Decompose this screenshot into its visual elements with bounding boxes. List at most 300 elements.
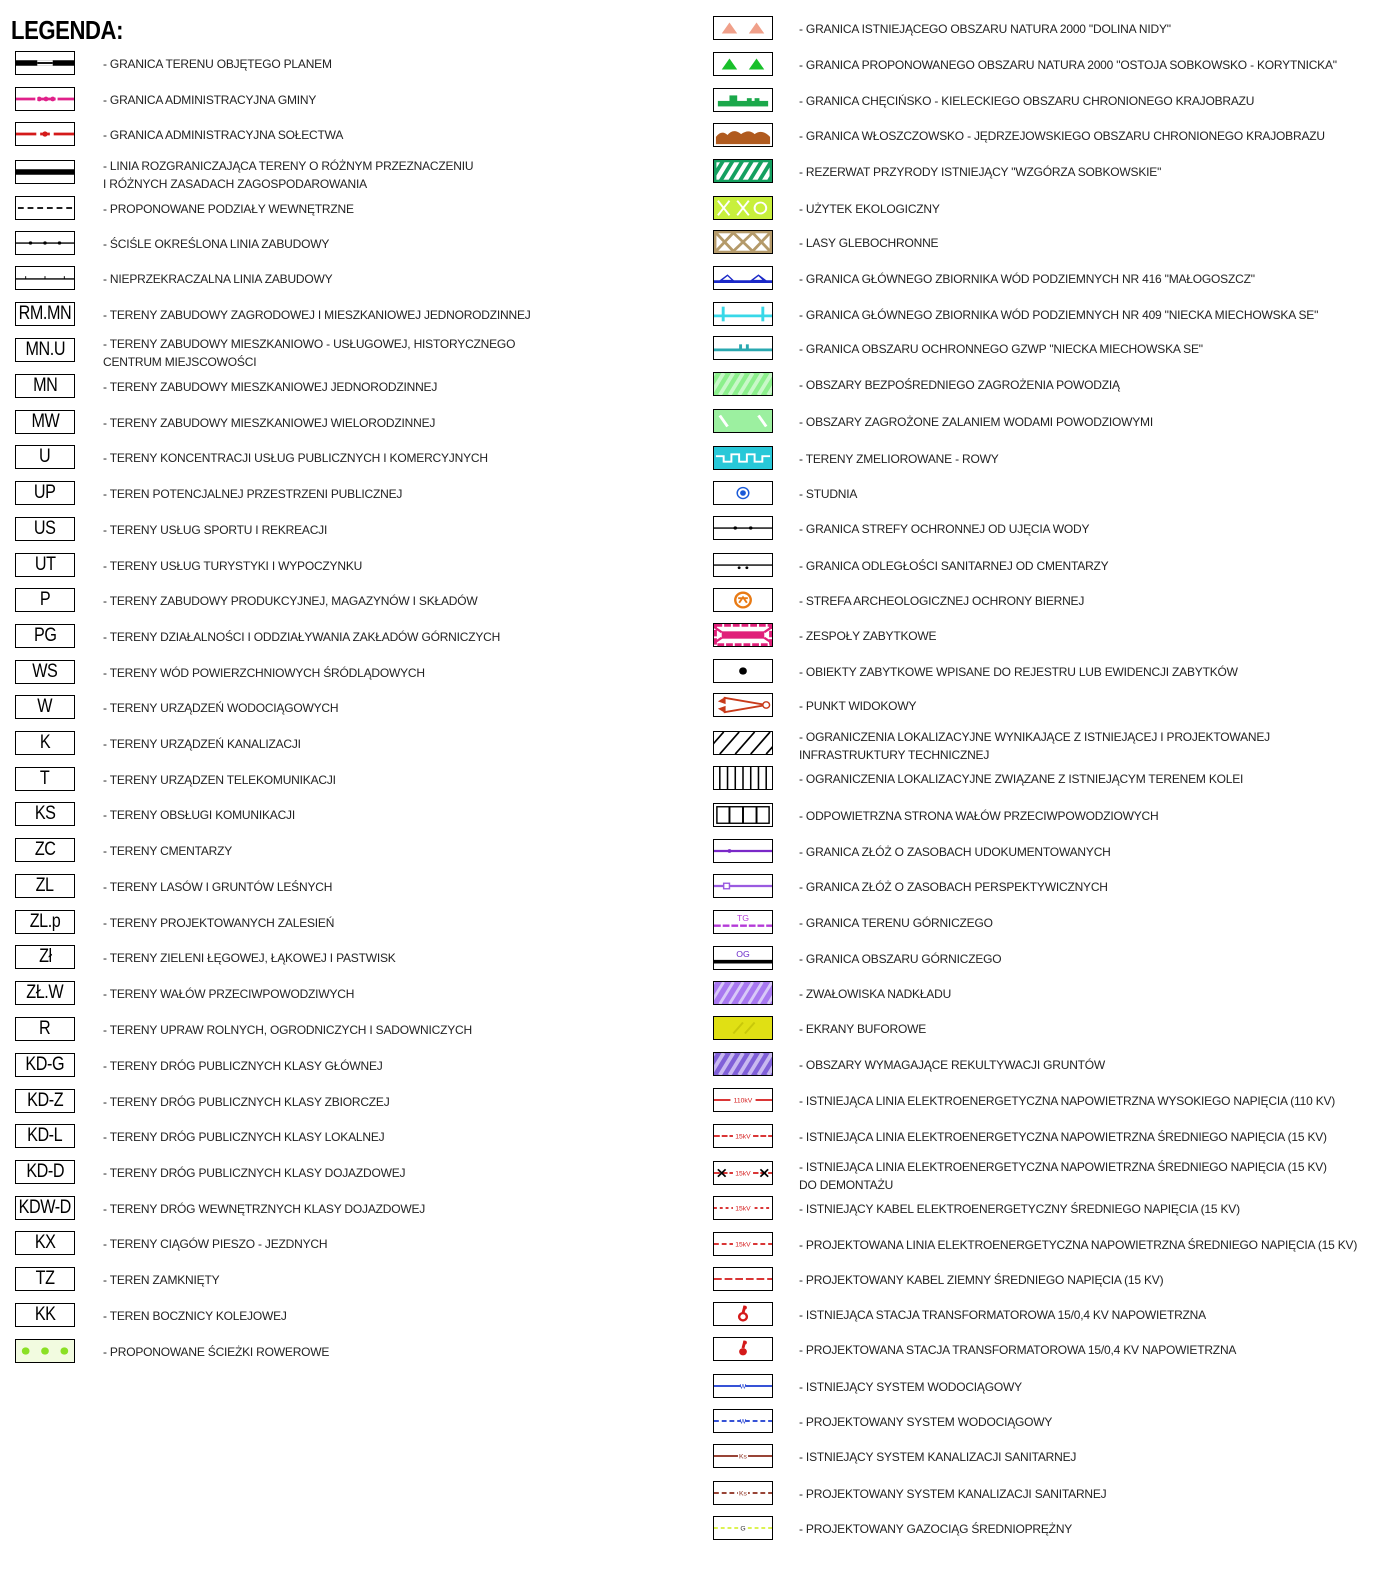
gzwp-416-icon	[713, 266, 773, 290]
legend-item-label-line-1: - TERENY USŁUG SPORTU I REKREACJI	[103, 523, 328, 537]
legend-item-label	[799, 1056, 1105, 1074]
legend-item-label	[103, 1235, 327, 1253]
legend-item-label-line-1: - PROJEKTOWANA STACJA TRANSFORMATOROWA 15/0,4 KV NAPOWIETRZNA	[799, 1343, 1237, 1357]
legend-item-label-line-1: - ODPOWIETRZNA STRONA WAŁÓW PRZECIWPOWODZIOWYCH	[799, 809, 1159, 823]
legend-item-label	[799, 878, 1108, 896]
legend-item-label-line-1: - PROJEKTOWANY GAZOCIĄG ŚREDNIOPRĘŻNY	[799, 1522, 1073, 1536]
legend-item-label	[799, 1413, 1052, 1431]
legend-item-label-line-1: - GRANICA TERENU GÓRNICZEGO	[799, 916, 993, 930]
legend-item-label-line-1: - ISTNIEJĄCA LINIA ELEKTROENERGETYCZNA NAPOWIETRZNA ŚREDNIEGO NAPIĘCIA (15 KV)	[799, 1160, 1327, 1174]
legend-item-flood-threat	[713, 409, 1373, 439]
zone-code-text: MN	[32, 375, 58, 396]
legend-item-label-line-1: - GRANICA ZŁÓŻ O ZASOBACH PERSPEKTYWICZNYCH	[799, 880, 1108, 894]
legend-item-archaeology	[713, 588, 1373, 618]
legend-item-label	[103, 335, 515, 371]
legend-item-label	[799, 1378, 1022, 1396]
dashed-line-icon	[15, 196, 75, 220]
legend-item-w	[15, 695, 655, 725]
legend-item-label	[799, 1485, 1106, 1503]
legend-item-label-line-1: - GRANICA TERENU OBJĘTEGO PLANEM	[103, 57, 332, 71]
zone-code-box	[15, 945, 75, 969]
legend-item-label	[799, 627, 936, 645]
legend-item-label-line-1: - PUNKT WIDOKOWY	[799, 699, 917, 713]
solectwo-boundary-icon	[15, 122, 75, 146]
zone-code-box	[15, 302, 75, 326]
zone-code-text: TZ	[35, 1268, 55, 1289]
legend-item-label	[799, 413, 1153, 431]
legend-item-solectwo-boundary	[15, 122, 655, 152]
legend-item-label-line-1: - ISTNIEJĄCA STACJA TRANSFORMATOROWA 15/0,4 KV NAPOWIETRZNA	[799, 1308, 1206, 1322]
drained-icon	[713, 446, 773, 470]
legend-item-label-line-1: - UŻYTEK EKOLOGICZNY	[799, 202, 940, 216]
zone-code-box	[15, 802, 75, 826]
zone-code-text: PG	[33, 625, 57, 646]
legend-item-label	[103, 270, 332, 288]
viewpoint-icon	[713, 693, 773, 717]
legend-item-label-line-1: - GRANICA ISTNIEJĄCEGO OBSZARU NATURA 2000 "DOLINA NIDY"	[799, 22, 1171, 36]
legend-item-water-sys-proj	[713, 1409, 1373, 1439]
zone-code-text: RM.MN	[18, 303, 72, 324]
zone-code-text: ZL	[35, 875, 55, 896]
legend-item-label	[799, 1092, 1335, 1110]
symbol-inline-label: Ks	[739, 1490, 747, 1498]
legend-item-gas-proj	[713, 1516, 1373, 1546]
legend-item-label	[103, 1307, 287, 1325]
zone-code-text: KDW-D	[18, 1197, 72, 1218]
legend-item-zl-p	[15, 910, 655, 940]
legend-item-label-line-1: - ISTNIEJĄCA LINIA ELEKTROENERGETYCZNA NAPOWIETRZNA ŚREDNIEGO NAPIĘCIA (15 KV)	[799, 1130, 1327, 1144]
dotted-line-icon	[15, 231, 75, 255]
symbol-inline-label: W	[739, 1383, 747, 1391]
legend-item-label-line-1: - GRANICA ODLEGŁOŚCI SANITARNEJ OD CMENTARZY	[799, 559, 1109, 573]
legend-item-label	[799, 950, 1001, 968]
monuments-group-icon	[713, 623, 773, 647]
cemetery-distance-icon	[713, 553, 773, 577]
legend-item-mw	[15, 410, 655, 440]
gmina-boundary-icon	[15, 87, 75, 111]
legend-item-transformer-proj	[713, 1337, 1373, 1367]
legend-item-label-line-1: - TERENY ZABUDOWY ZAGRODOWEJ I MIESZKANIOWEJ JEDNORODZINNEJ	[103, 308, 531, 322]
zone-code-box	[15, 874, 75, 898]
legend-item-kd-z	[15, 1089, 655, 1119]
cable-15-icon	[713, 1196, 773, 1220]
legend-item-label	[799, 697, 916, 715]
symbol-inline-label: 15kV	[735, 1241, 751, 1249]
legend-item-label-line-1: - TERENY LASÓW I GRUNTÓW LEŚNYCH	[103, 880, 333, 894]
symbol-inline-label: OG	[736, 949, 750, 960]
zone-code-box	[15, 838, 75, 862]
zone-code-text: U	[39, 446, 51, 467]
symbol-inline-label: 110kV	[733, 1097, 753, 1105]
legend-item-label	[103, 449, 488, 467]
gzwp-409-icon	[713, 302, 773, 326]
zone-code-text: US	[34, 518, 56, 539]
zone-code-text: P	[39, 589, 51, 610]
legend-item-label	[103, 842, 232, 860]
legend-item-label	[103, 1271, 219, 1289]
legend-item-label-line-1: - PROJEKTOWANY SYSTEM KANALIZACJI SANITARNEJ	[799, 1487, 1107, 1501]
legend-item-power-15	[713, 1124, 1373, 1154]
legend-item-label-line-1: - TERENY ZMELIOROWANE - ROWY	[799, 452, 999, 466]
legend-item-label-line-1: - TEREN BOCZNICY KOLEJOWEJ	[103, 1309, 287, 1323]
legend-item-label-line-1: - TERENY CMENTARZY	[103, 844, 233, 858]
sewer-icon	[713, 1444, 773, 1468]
legend-item-label-line-1: - LINIA ROZGRANICZAJĄCA TERENY O RÓŻNYM PRZEZNACZENIU	[103, 159, 474, 173]
legend-item-transformer	[713, 1302, 1373, 1332]
legend-item-label	[799, 1448, 1076, 1466]
legend-item-label	[799, 270, 1255, 288]
zone-code-box	[15, 695, 75, 719]
legend-item-label-line-1: - TERENY ZIELENI ŁĘGOWEJ, ŁĄKOWEJ I PASTWISK	[103, 951, 396, 965]
zone-code-box	[15, 338, 75, 362]
legend-item-label	[799, 1020, 926, 1038]
legend-item-label	[799, 843, 1111, 861]
legend-item-label-line-2: DO DEMONTAŻU	[799, 1178, 894, 1192]
legend-item-label	[799, 807, 1158, 825]
legend-item-label	[103, 1343, 329, 1361]
hatch-diag-icon	[713, 731, 773, 755]
legend-item-reserve	[713, 159, 1373, 189]
legend-item-label-line-1: - TERENY OBSŁUGI KOMUNIKACJI	[103, 808, 295, 822]
levee-icon	[713, 803, 773, 827]
legend-title: LEGENDA:	[11, 15, 124, 45]
reserve-icon	[713, 159, 773, 183]
hatch-vert-icon	[713, 766, 773, 790]
legend-item-label-line-1: - TERENY WÓD POWIERZCHNIOWYCH ŚRÓDLĄDOWYCH	[103, 666, 425, 680]
legend-item-label-line-1: - TERENY ZABUDOWY MIESZKANIOWEJ WIELORODZINNEJ	[103, 416, 436, 430]
legend-item-dashed-line	[15, 196, 655, 226]
legend-item-label-line-1: - GRANICA GŁÓWNEGO ZBIORNIKA WÓD PODZIEMNYCH NR 416 "MAŁOGOSZCZ"	[799, 272, 1255, 286]
legend-item-label-line-1: - GRANICA PROPONOWANEGO OBSZARU NATURA 2000 "OSTOJA SOBKOWSKO - KORYTNICKA"	[799, 58, 1337, 72]
mining-zone-og-icon	[713, 946, 773, 970]
legend-item-label-line-1: - ŚCIŚLE OKREŚLONA LINIA ZABUDOWY	[103, 237, 330, 251]
legend-item-label-line-1: - GRANICA OBSZARU OCHRONNEGO GZWP "NIECKA MIECHOWSKA SE"	[799, 342, 1203, 356]
legend-item-label	[103, 235, 329, 253]
legend-item-label	[103, 157, 473, 193]
zone-code-text: ZŁ.W	[26, 982, 64, 1003]
legend-item-p	[15, 588, 655, 618]
chk-boundary-icon	[713, 88, 773, 112]
zone-code-text: KD-G	[25, 1054, 65, 1075]
legend-item-label	[103, 985, 354, 1003]
legend-item-monument-object	[713, 659, 1373, 689]
zone-code-text: KD-D	[26, 1161, 64, 1182]
zone-code-box	[15, 517, 75, 541]
legend-item-label-line-1: - GRANICA STREFY OCHRONNEJ OD UJĘCIA WODY	[799, 522, 1090, 536]
legend-item-kd-g	[15, 1053, 655, 1083]
legend-item-label-line-1: - TERENY ZABUDOWY MIESZKANIOWO - USŁUGOWEJ, HISTORYCZNEGO	[103, 337, 516, 351]
legend-item-power-15-proj	[713, 1232, 1373, 1262]
legend-item-label	[103, 949, 396, 967]
legend-item-label	[103, 200, 354, 218]
legend-item-label	[799, 914, 993, 932]
legend-item-label	[799, 1158, 1327, 1194]
legend-item-label	[799, 1200, 1240, 1218]
legend-item-label	[103, 628, 500, 646]
zone-code-box	[15, 1196, 75, 1220]
zone-code-text: KX	[34, 1232, 56, 1253]
legend-item-label	[799, 1128, 1327, 1146]
legend-item-label	[799, 1236, 1357, 1254]
legend-item-natura-existing	[713, 16, 1373, 46]
gzwp-protection-icon	[713, 336, 773, 360]
legend-item-label-line-1: - TERENY DRÓG PUBLICZNYCH KLASY LOKALNEJ	[103, 1130, 385, 1144]
zone-code-box	[15, 374, 75, 398]
deposit-persp-icon	[713, 874, 773, 898]
legend-item-label	[103, 1128, 384, 1146]
legend-item-label-line-1: - TERENY USŁUG TURYSTYKI I WYPOCZYNKU	[103, 559, 363, 573]
legend-item-hatch-diag	[713, 731, 1373, 761]
legend-item-wj-boundary	[713, 123, 1373, 153]
legend-item-sewer	[713, 1444, 1373, 1474]
legend-item-kk	[15, 1303, 655, 1333]
zone-code-box	[15, 410, 75, 434]
legend-item-zl-w	[15, 981, 655, 1011]
legend-item-label-line-1: - TERENY DRÓG PUBLICZNYCH KLASY ZBIORCZEJ	[103, 1095, 390, 1109]
wj-boundary-icon	[713, 123, 773, 147]
legend-item-mining-zone-og	[713, 946, 1373, 976]
water-sys-icon	[713, 1374, 773, 1398]
bike-path-icon	[15, 1339, 75, 1363]
legend-item-label-line-1: - TERENY CIĄGÓW PIESZO - JEZDNYCH	[103, 1237, 328, 1251]
legend-item-label-line-1: - TERENY DRÓG WEWNĘTRZNYCH KLASY DOJAZDOWEJ	[103, 1202, 426, 1216]
power-15-proj-icon	[713, 1232, 773, 1256]
legend-item-label-line-1: - TEREN POTENCJALNEJ PRZESTRZENI PUBLICZNEJ	[103, 487, 403, 501]
plan-boundary-icon	[15, 51, 75, 75]
legend-item-bike-path	[15, 1339, 655, 1369]
legend-item-spoil	[713, 981, 1373, 1011]
zone-code-box	[15, 1267, 75, 1291]
legend-item-label	[799, 56, 1337, 74]
water-sys-proj-icon	[713, 1409, 773, 1433]
transformer-icon	[713, 1302, 773, 1326]
power-110-icon	[713, 1088, 773, 1112]
zone-code-text: MN.U	[25, 339, 65, 360]
legend-item-plan-boundary	[15, 51, 655, 81]
legend-item-label	[103, 91, 316, 109]
zone-code-text: KK	[34, 1304, 56, 1325]
zone-code-text: KS	[34, 803, 56, 824]
legend-item-label	[799, 728, 1270, 764]
legend-item-hatch-vert	[713, 766, 1373, 796]
legend-item-label-line-1: - STUDNIA	[799, 487, 858, 501]
legend-item-drained	[713, 446, 1373, 476]
zone-code-box	[15, 445, 75, 469]
legend-item-flood-direct	[713, 372, 1373, 402]
legend-item-levee	[713, 803, 1373, 833]
legend-item-gzwp-409	[713, 302, 1373, 332]
legend-item-label	[103, 378, 437, 396]
legend-item-chk-boundary	[713, 88, 1373, 118]
legend-item-label	[103, 306, 531, 324]
flood-threat-icon	[713, 409, 773, 433]
symbol-inline-label: Ks	[739, 1453, 747, 1461]
zone-code-text: T	[40, 768, 50, 789]
legend-item-label-line-1: - NIEPRZEKRACZALNA LINIA ZABUDOWY	[103, 272, 333, 286]
legend-item-kx	[15, 1231, 655, 1261]
legend-item-label-line-1: - GRANICA ADMINISTRACYJNA SOŁECTWA	[103, 128, 344, 142]
legend-item-label	[799, 770, 1243, 788]
legend-item-well	[713, 481, 1373, 511]
legend-item-label-line-1: - EKRANY BUFOROWE	[799, 1022, 927, 1036]
spoil-icon	[713, 981, 773, 1005]
legend-item-gzwp-416	[713, 266, 1373, 296]
eco-use-icon	[713, 196, 773, 220]
legend-item-label	[799, 200, 940, 218]
symbol-inline-label: 15kV	[735, 1205, 751, 1213]
legend-item-label-line-1: - LASY GLEBOCHRONNE	[799, 236, 939, 250]
legend-item-label	[799, 376, 1120, 394]
zone-code-text: UT	[34, 554, 56, 575]
zone-code-text: R	[39, 1018, 51, 1039]
legend-item-k	[15, 731, 655, 761]
flood-direct-icon	[713, 372, 773, 396]
legend-item-label	[799, 485, 857, 503]
legend-item-label-line-1: - ZWAŁOWISKA NADKŁADU	[799, 987, 952, 1001]
zone-code-text: ZL.p	[29, 911, 61, 932]
symbol-inline-label: 15kV	[735, 1170, 751, 1178]
legend-item-label-line-1: - OBSZARY BEZPOŚREDNIEGO ZAGROŻENIA POWODZIĄ	[799, 378, 1120, 392]
legend-item-zc	[15, 838, 655, 868]
legend-item-label	[103, 735, 301, 753]
legend-item-label-line-1: - ISTNIEJĄCY KABEL ELEKTROENERGETYCZNY ŚREDNIEGO NAPIĘCIA (15 KV)	[799, 1202, 1240, 1216]
legend-item-label	[103, 878, 332, 896]
legend-item-label-line-1: - GRANICA ADMINISTRACYJNA GMINY	[103, 93, 317, 107]
natura-proposed-icon	[713, 52, 773, 76]
symbol-inline-label: TG	[736, 913, 750, 924]
zone-code-box	[15, 481, 75, 505]
legend-item-label-line-1: - ISTNIEJĄCY SYSTEM WODOCIĄGOWY	[799, 1380, 1022, 1394]
legend-item-label	[799, 1520, 1072, 1538]
zone-code-box	[15, 767, 75, 791]
legend-item-zoning-line	[15, 160, 655, 190]
legend-item-label	[103, 557, 362, 575]
legend-item-label	[799, 234, 938, 252]
legend-item-u	[15, 445, 655, 475]
legend-item-mining-area-tg	[713, 910, 1373, 940]
legend-item-label-line-1: - GRANICA OBSZARU GÓRNICZEGO	[799, 952, 1002, 966]
legend-item-cable-15-proj	[713, 1267, 1373, 1297]
zone-code-text: KD-L	[27, 1125, 63, 1146]
zone-code-box	[15, 910, 75, 934]
legend-item-label-line-1: - ISTNIEJĄCY SYSTEM KANALIZACJI SANITARNEJ	[799, 1450, 1077, 1464]
legend-item-label-line-1: - TERENY PROJEKTOWANYCH ZALESIEŃ	[103, 916, 335, 930]
legend-item-zl	[15, 945, 655, 975]
buffer-icon	[713, 1016, 773, 1040]
zone-code-box	[15, 1089, 75, 1113]
legend-item-label-line-1: - ZESPOŁY ZABYTKOWE	[799, 629, 937, 643]
legend-item-label-line-1: - OGRANICZENIA LOKALIZACYJNE WYNIKAJĄCE Z ISTNIEJĄCEJ I PROJEKTOWANEJ	[799, 730, 1270, 744]
transformer-proj-icon	[713, 1337, 773, 1361]
legend-item-ks	[15, 802, 655, 832]
symbol-inline-label: W	[739, 1418, 747, 1426]
well-icon	[713, 481, 773, 505]
legend-item-label-line-1: - REZERWAT PRZYRODY ISTNIEJĄCY "WZGÓRZA SOBKOWSKIE"	[799, 165, 1162, 179]
legend-item-label-line-1: - GRANICA CHĘCIŃSKO - KIELECKIEGO OBSZARU CHRONIONEGO KRAJOBRAZU	[799, 94, 1255, 108]
zone-code-box	[15, 981, 75, 1005]
legend-item-label-line-1: - STREFA ARCHEOLOGICZNEJ OCHRONY BIERNEJ	[799, 594, 1085, 608]
zone-code-box	[15, 624, 75, 648]
legend-item-label-line-1: - TERENY ZABUDOWY MIESZKANIOWEJ JEDNORODZINNEJ	[103, 380, 438, 394]
zone-code-text: K	[39, 732, 51, 753]
legend-item-label	[799, 127, 1325, 145]
zone-code-box	[15, 1303, 75, 1327]
legend-item-label-line-1: - GRANICA WŁOSZCZOWSKO - JĘDRZEJOWSKIEGO OBSZARU CHRONIONEGO KRAJOBRAZU	[799, 129, 1325, 143]
legend-item-kd-d	[15, 1160, 655, 1190]
legend-item-label-line-1: - GRANICA ZŁÓŻ O ZASOBACH UDOKUMENTOWANYCH	[799, 845, 1111, 859]
zone-code-text: UP	[34, 482, 56, 503]
legend-item-label	[103, 592, 478, 610]
legend-item-kdw-d	[15, 1196, 655, 1226]
legend-item-label	[799, 1341, 1236, 1359]
legend-item-mn	[15, 374, 655, 404]
legend-item-r	[15, 1017, 655, 1047]
legend-item-label-line-1: - TERENY DRÓG PUBLICZNYCH KLASY DOJAZDOWEJ	[103, 1166, 406, 1180]
mining-area-tg-icon	[713, 910, 773, 934]
legend-item-label-line-1: - PROJEKTOWANA LINIA ELEKTROENERGETYCZNA NAPOWIETRZNA ŚREDNIEGO NAPIĘCIA (15 KV)	[799, 1238, 1358, 1252]
legend-item-label-line-1: - TERENY URZĄDZEN TELEKOMUNIKACJI	[103, 773, 336, 787]
legend-item-water-zone	[713, 516, 1373, 546]
legend-item-label-line-1: - TERENY WAŁÓW PRZECIWPOWODZIWYCH	[103, 987, 355, 1001]
legend-item-label	[799, 520, 1089, 538]
zone-code-text: KD-Z	[27, 1090, 63, 1111]
legend-item-label	[799, 450, 999, 468]
legend-item-ut	[15, 553, 655, 583]
zone-code-text: WS	[32, 661, 58, 682]
legend-item-label-line-1: - PROJEKTOWANY SYSTEM WODOCIĄGOWY	[799, 1415, 1053, 1429]
legend-item-cemetery-distance	[713, 553, 1373, 583]
legend-item-rm-mn	[15, 302, 655, 332]
legend-item-up	[15, 481, 655, 511]
legend-item-zl	[15, 874, 655, 904]
legend-item-dotted-line	[15, 231, 655, 261]
archaeology-icon	[713, 588, 773, 612]
legend-item-label-line-1: - TERENY DZIAŁALNOŚCI I ODDZIAŁYWANIA ZAKŁADÓW GÓRNICZYCH	[103, 630, 501, 644]
legend-item-label-line-1: - TERENY URZĄDZEŃ KANALIZACJI	[103, 737, 301, 751]
legend-item-water-sys	[713, 1374, 1373, 1404]
legend-item-viewpoint	[713, 693, 1373, 723]
legend-item-label	[799, 985, 951, 1003]
legend-item-protective-forest	[713, 230, 1373, 260]
legend-item-kd-l	[15, 1124, 655, 1154]
legend-item-label-line-2: I RÓŻNYCH ZASADACH ZAGOSPODAROWANIA	[103, 177, 367, 191]
legend-item-label	[103, 485, 402, 503]
legend-item-t	[15, 767, 655, 797]
zone-code-text: MW	[31, 411, 59, 432]
zone-code-text: Zł	[38, 946, 52, 967]
legend-item-label	[799, 592, 1084, 610]
legend-item-label-line-1: - PROJEKTOWANY KABEL ZIEMNY ŚREDNIEGO NAPIĘCIA (15 KV)	[799, 1273, 1164, 1287]
legend-item-pg	[15, 624, 655, 654]
legend-item-label	[103, 806, 295, 824]
gas-proj-icon	[713, 1516, 773, 1540]
legend-item-label	[799, 557, 1108, 575]
legend-item-label	[799, 20, 1171, 38]
legend-item-gmina-boundary	[15, 87, 655, 117]
zone-code-box	[15, 1231, 75, 1255]
legend-item-label	[799, 1271, 1163, 1289]
legend-item-label	[103, 126, 343, 144]
legend-item-label	[799, 663, 1238, 681]
legend-item-natura-proposed	[713, 52, 1373, 82]
legend-item-label	[103, 699, 338, 717]
water-zone-icon	[713, 516, 773, 540]
legend-item-label-line-2: INFRASTRUKTURY TECHNICZNEJ	[799, 748, 990, 762]
power-15-icon	[713, 1124, 773, 1148]
power-15-demolish-icon	[713, 1161, 773, 1185]
reclamation-icon	[713, 1052, 773, 1076]
symbol-inline-label: G	[740, 1525, 746, 1533]
